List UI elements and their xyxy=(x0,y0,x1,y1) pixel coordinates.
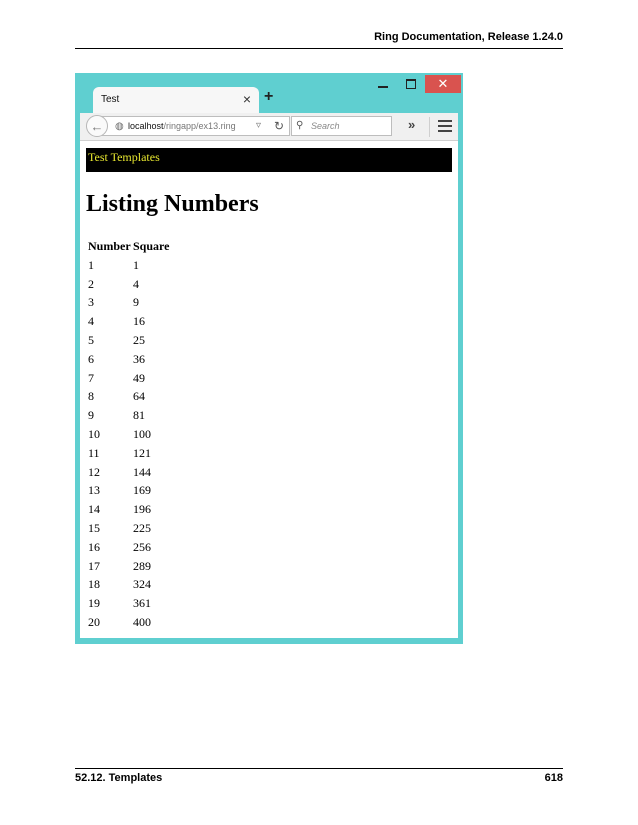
number-cell: 12 xyxy=(88,464,100,479)
document-footer xyxy=(75,772,563,784)
square-cell: 9 xyxy=(133,295,139,310)
table-row xyxy=(88,294,171,313)
toolbar-divider xyxy=(429,117,430,137)
table-row xyxy=(88,350,171,369)
square-cell: 196 xyxy=(133,502,151,517)
table-row xyxy=(88,500,171,519)
table-row xyxy=(88,312,171,331)
number-cell: 4 xyxy=(88,314,94,329)
square-cell: 144 xyxy=(133,464,151,479)
table-row xyxy=(88,388,171,407)
url-host: localhost xyxy=(128,121,164,131)
number-cell: 14 xyxy=(88,502,100,517)
close-icon: ✕ xyxy=(437,76,449,91)
search-icon: ⚲ xyxy=(296,120,304,131)
number-cell: 16 xyxy=(88,539,100,554)
number-cell: 8 xyxy=(88,389,94,404)
number-cell: 19 xyxy=(88,596,100,611)
table-row xyxy=(88,463,171,482)
square-cell: 64 xyxy=(133,389,145,404)
footer-section: 52.12. Templates xyxy=(75,772,163,784)
number-cell: 10 xyxy=(88,427,100,442)
new-tab-button[interactable]: + xyxy=(264,88,274,105)
back-arrow-icon: ← xyxy=(90,118,104,134)
tab-title: Test xyxy=(101,94,120,105)
square-cell: 361 xyxy=(133,596,151,611)
square-cell: 25 xyxy=(133,333,145,348)
table-row xyxy=(88,406,171,425)
number-cell: 3 xyxy=(88,295,94,310)
number-cell: 5 xyxy=(88,333,94,348)
search-input[interactable] xyxy=(291,116,392,136)
reload-icon[interactable]: ↻ xyxy=(274,119,285,133)
square-cell: 4 xyxy=(133,276,139,291)
number-cell: 18 xyxy=(88,577,100,592)
square-cell: 324 xyxy=(133,577,151,592)
table-row xyxy=(88,594,171,613)
header-rule xyxy=(75,48,563,49)
table-row xyxy=(88,538,171,557)
url-dropdown-icon[interactable]: ▿ xyxy=(256,120,262,131)
number-cell: 6 xyxy=(88,351,94,366)
table-row xyxy=(88,482,171,501)
navigation-toolbar xyxy=(80,113,458,141)
number-cell: 1 xyxy=(88,257,94,272)
table-row xyxy=(88,331,171,350)
square-cell: 81 xyxy=(133,408,145,423)
table-header-row xyxy=(88,237,171,256)
square-cell: 1 xyxy=(133,257,139,272)
table-row xyxy=(88,425,171,444)
tab-close-icon[interactable]: × xyxy=(242,91,251,107)
table-row xyxy=(88,519,171,538)
number-cell: 15 xyxy=(88,521,100,536)
numbers-table xyxy=(88,237,171,632)
back-button[interactable] xyxy=(86,115,108,137)
table-row xyxy=(88,557,171,576)
square-cell: 256 xyxy=(133,539,151,554)
maximize-button[interactable] xyxy=(397,75,425,93)
url-bar[interactable] xyxy=(102,116,290,136)
overflow-menu-button[interactable]: » xyxy=(408,117,416,132)
square-cell: 49 xyxy=(133,370,145,385)
square-cell: 400 xyxy=(133,615,151,630)
number-cell: 7 xyxy=(88,370,94,385)
minimize-button[interactable] xyxy=(369,75,397,93)
tab-test[interactable] xyxy=(93,87,259,113)
table-row xyxy=(88,369,171,388)
square-cell: 36 xyxy=(133,351,145,366)
table-row xyxy=(88,613,171,632)
url-text xyxy=(128,121,236,131)
number-cell: 20 xyxy=(88,615,100,630)
page-heading: Listing Numbers xyxy=(86,191,259,217)
table-row xyxy=(88,444,171,463)
number-cell: 2 xyxy=(88,276,94,291)
square-cell: 225 xyxy=(133,521,151,536)
maximize-icon xyxy=(406,79,416,89)
square-cell: 121 xyxy=(133,445,151,460)
banner: Test Templates xyxy=(86,148,452,172)
column-header-number: Number xyxy=(88,239,131,253)
close-window-button[interactable] xyxy=(425,75,461,93)
table-row xyxy=(88,275,171,294)
page-content xyxy=(80,141,458,638)
square-cell: 100 xyxy=(133,427,151,442)
number-cell: 17 xyxy=(88,558,100,573)
window-controls xyxy=(369,75,461,93)
square-cell: 169 xyxy=(133,483,151,498)
minimize-icon xyxy=(378,86,388,88)
table-body xyxy=(88,256,171,632)
page-number: 618 xyxy=(544,772,563,784)
hamburger-menu-icon[interactable] xyxy=(438,120,452,135)
browser-window xyxy=(75,73,463,644)
footer-rule xyxy=(75,768,563,769)
column-header-square: Square xyxy=(133,239,170,253)
number-cell: 11 xyxy=(88,445,100,460)
number-cell: 9 xyxy=(88,408,94,423)
search-placeholder: Search xyxy=(311,121,340,131)
url-path: /ringapp/ex13.ring xyxy=(163,121,236,131)
globe-icon: ◍ xyxy=(115,121,124,132)
square-cell: 16 xyxy=(133,314,145,329)
document-header: Ring Documentation, Release 1.24.0 xyxy=(374,31,563,43)
table-row xyxy=(88,576,171,595)
table-row xyxy=(88,256,171,275)
square-cell: 289 xyxy=(133,558,151,573)
number-cell: 13 xyxy=(88,483,100,498)
